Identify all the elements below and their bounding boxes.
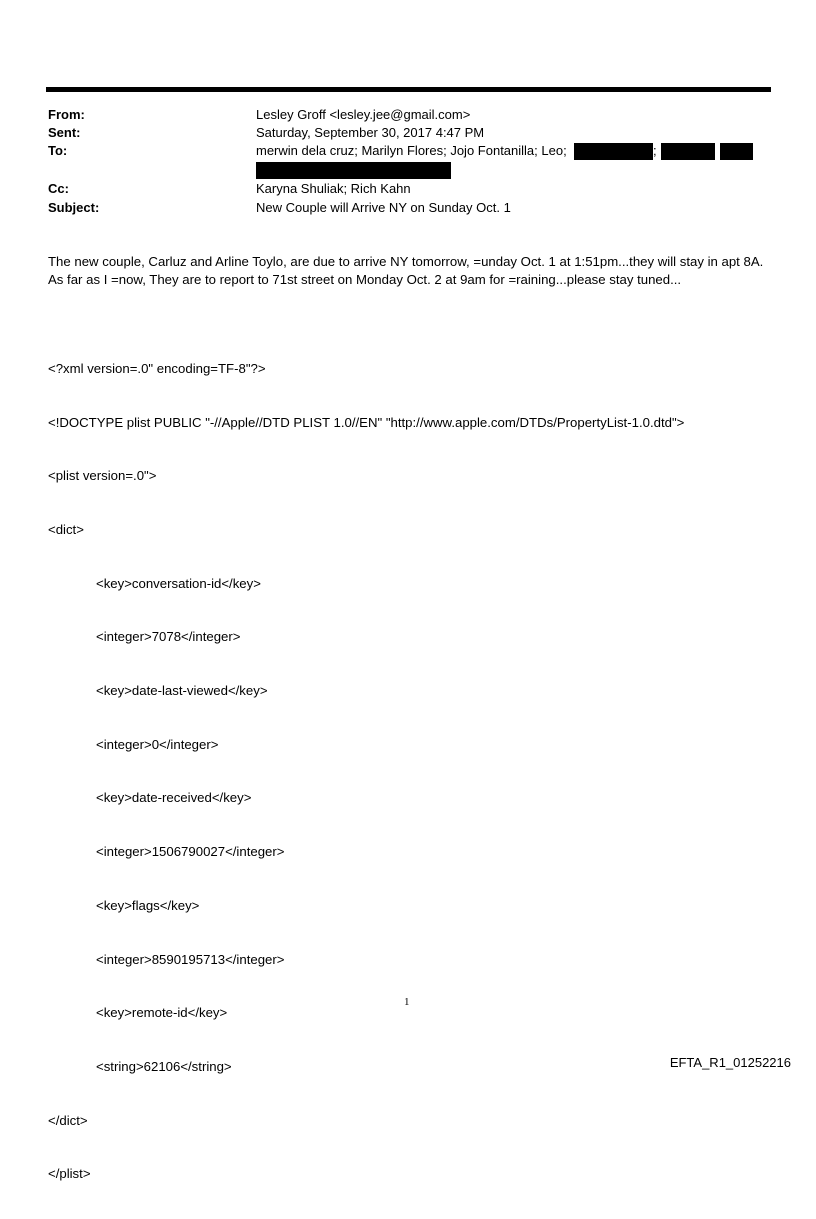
plist-line: <string>62106</string>: [96, 1058, 232, 1074]
plist-line: <key>date-received</key>: [96, 790, 252, 806]
redaction-box: [256, 162, 451, 179]
plist-line: <key>remote-id</key>: [96, 1005, 228, 1021]
cc-value: Karyna Shuliak; Rich Kahn: [256, 181, 411, 196]
plist-line: </plist>: [48, 1166, 91, 1182]
plist-line: <?xml version=.0" encoding=TF-8"?>: [48, 360, 266, 376]
redaction-box: [661, 143, 715, 160]
cc-label: Cc:: [48, 181, 69, 196]
to-separator: ;: [653, 143, 657, 158]
message-body: The new couple, Carluz and Arline Toylo, are due to arrive NY tomorrow, =unday Oct. 1 at 1:51pm...they will stay in apt 8A. As far as I =now, They are to report to 71st street on Monday Oct. 2 at 9am for =raining...please stay tuned...: [48, 254, 764, 287]
from-value: Lesley Groff <lesley.jee@gmail.com>: [256, 107, 471, 122]
redaction-box: [720, 143, 753, 160]
redaction-box: [574, 143, 653, 160]
plist-line: <key>date-last-viewed</key>: [96, 683, 268, 699]
subject-value: New Couple will Arrive NY on Sunday Oct. 1: [256, 200, 511, 215]
sent-label: Sent:: [48, 125, 81, 140]
to-value: merwin dela cruz; Marilyn Flores; Jojo Fontanilla; Leo;: [256, 143, 567, 158]
sent-value: Saturday, September 30, 2017 4:47 PM: [256, 125, 485, 140]
bates-number: EFTA_R1_01252216: [669, 1055, 791, 1070]
from-label: From:: [48, 107, 85, 122]
subject-label: Subject:: [48, 200, 100, 215]
header-rule: [46, 87, 771, 92]
plist-line: <integer>0</integer>: [96, 736, 219, 752]
plist-line: <dict>: [48, 521, 84, 537]
plist-line: <integer>1506790027</integer>: [96, 844, 285, 860]
plist-line: <key>conversation-id</key>: [96, 575, 261, 591]
to-label: To:: [48, 143, 68, 158]
plist-line: <plist version=.0">: [48, 468, 157, 484]
page-number: 1: [404, 996, 410, 1008]
plist-line: <integer>8590195713</integer>: [96, 951, 285, 967]
plist-block: [48, 324, 684, 1219]
plist-line: </dict>: [48, 1112, 88, 1128]
plist-line: <key>flags</key>: [96, 897, 200, 913]
plist-line: <!DOCTYPE plist PUBLIC "-//Apple//DTD PLIST 1.0//EN" "http://www.apple.com/DTDs/PropertyList-1.0.dtd">: [48, 414, 685, 430]
plist-line: <integer>7078</integer>: [96, 629, 241, 645]
